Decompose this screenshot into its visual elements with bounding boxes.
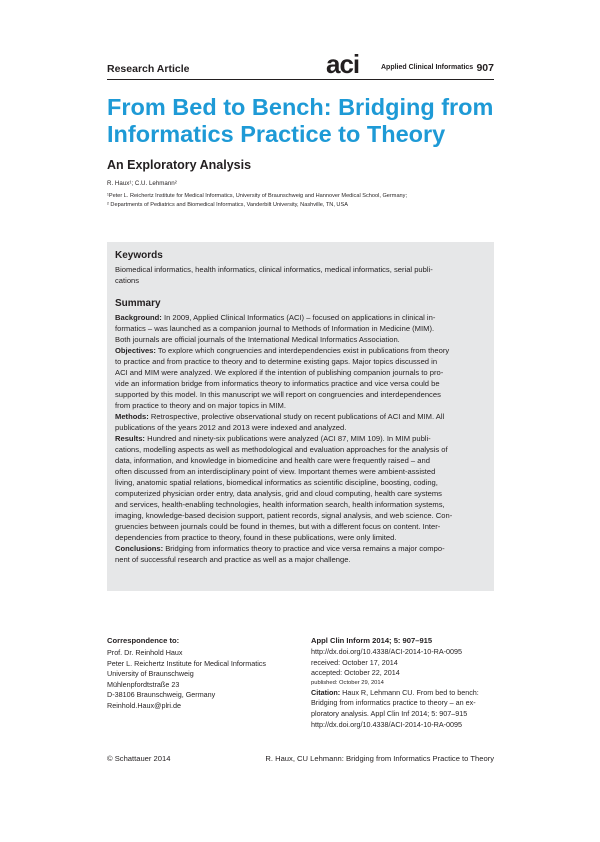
abstract-text: To explore which congruencies and interdependencies exist in publications from theory [155,345,450,355]
citation-line: Bridging from informatics practice to theory – an ex- [311,698,476,708]
author-list: R. Haux¹; C.U. Lehmann² [107,180,177,187]
abstract-line: and services, health-enabling technologies, health information search, health information systems, [115,499,445,509]
doi-link[interactable]: http://dx.doi.org/10.4338/ACI-2014-10-RA-0095 [311,647,463,656]
citation-doi-link[interactable]: http://dx.doi.org/10.4338/ACI-2014-10-RA-0095 [311,719,463,729]
abstract-line: from practice to theory and on major topics in MIM. [115,400,286,410]
correspondence-line: Peter L. Reichertz Institute for Medical Informatics [107,658,266,668]
citation-block [311,635,496,730]
conclusions-paragraph [115,543,487,565]
keywords-text [115,264,487,287]
abstract-line [115,543,487,554]
conclusions-label: Conclusions: [115,543,164,553]
citation-text: Haux R, Lehmann CU. From bed to bench: [340,687,479,697]
affiliation-2: ² Departments of Pediatrics and Biomedical Informatics, Vanderbilt University, Nashville, TN, USA [107,202,348,208]
results-label: Results: [115,433,145,443]
page-number: 907 [476,62,494,74]
abstract-line: cations, modelling aspects as well as methodological and evaluation approaches for the analysis of [115,444,448,454]
title-line: Informatics Practice to Theory [107,121,446,147]
abstract-text: Bridging from informatics theory to practice and vice versa remains a major compo- [163,543,445,553]
svg-text:aci: aci [326,53,360,75]
abstract-line [115,433,487,444]
abstract-line: formatics – was launched as a companion journal to Methods of Information in Medicine (MIM). [115,323,435,333]
abstract-text: In 2009, Applied Clinical Informatics (ACI) – focused on applications in clinical in- [161,312,436,322]
methods-label: Methods: [115,411,149,421]
article-title [107,94,507,148]
abstract-line: publications of the years 2012 and 2013 were indexed and analyzed. [115,422,347,432]
copyright: © Schattauer 2014 [107,754,171,763]
accepted-date: accepted: October 22, 2014 [311,668,400,678]
keywords-line: Biomedical informatics, health informatics, clinical informatics, medical informatics, serial publi- [115,265,433,274]
published-date: published: October 29, 2014 [311,679,384,686]
received-date: received: October 17, 2014 [311,657,398,667]
header-divider [107,79,494,80]
correspondence-email[interactable]: Reinhold.Haux@plri.de [107,700,182,710]
running-footer-title: R. Haux, CU Lehmann: Bridging from Informatics Practice to Theory [265,754,494,763]
journal-name: Applied Clinical Informatics [381,64,474,71]
summary-heading: Summary [115,297,161,309]
abstract-text: Hundred and ninety-six publications were analyzed (ACI 87, MIM 109). In MIM publi- [144,433,431,443]
journal-citation-line: Appl Clin Inform 2014; 5: 907–915 [311,636,433,645]
methods-paragraph [115,411,487,433]
abstract-line: data, information, and knowledge in biomedicine and health care were frequently raised – and [115,455,430,465]
correspondence-line: Prof. Dr. Reinhold Haux [107,648,183,657]
background-label: Background: [115,312,162,322]
abstract-line: gruencies between journals could be found in themes, but with a different focus on content. Inter- [115,521,441,531]
correspondence-line: D-38106 Braunschweig, Germany [107,690,216,700]
abstract-line: to practice and from practice to theory and to determine existing gaps. Major topics discussed in [115,356,438,366]
abstract-line [115,312,487,323]
title-line: From Bed to Bench: Bridging from [107,94,494,120]
article-subtitle: An Exploratory Analysis [107,158,252,172]
objectives-paragraph [115,345,487,411]
abstract-content [115,250,487,565]
running-header [107,53,494,78]
abstract-line: living, anatomic spatial relations, biomedical informatics as scientific discipline, boosting, coding, [115,477,438,487]
abstract-line: dependencies from practice to theory, found in these publications, were only limited. [115,532,397,542]
abstract-line: computerized physician order entry, data analysis, grid and cloud computing, health care systems [115,488,442,498]
abstract-line: supported by this model. In this manuscript we will report on congruencies and interdependences [115,389,441,399]
abstract-line [115,411,487,422]
abstract-box [107,242,494,591]
abstract-line [115,345,487,356]
aci-journal-logo [326,53,378,75]
abstract-line: nent of successful research and practice as well as a major challenge. [115,554,351,564]
correspondence-line: University of Braunschweig [107,669,194,679]
correspondence-line: Mühlenpfordtstraße 23 [107,679,180,689]
keywords-heading: Keywords [115,250,163,261]
citation-label: Citation: [311,687,341,697]
citation-line: ploratory analysis. Appl Clin Inf 2014; 5: 907–915 [311,708,468,718]
abstract-line: ACI and MIM were analyzed. We explored if the intention of publishing companion journals to pro- [115,367,444,377]
abstract-line: often discussed from an interdisciplinary point of view. Important themes were ambient-assisted [115,466,436,476]
affiliation-1: ¹Peter L. Reichertz Institute for Medical Informatics, University of Braunschweig and Hannover Medical School, Germany; [107,193,408,199]
article-type-label: Research Article [107,63,190,75]
citation-line [311,688,496,699]
objectives-label: Objectives: [115,345,156,355]
abstract-line: imaging, knowledge-based decision support, patient records, signal analysis, and web science. Con- [115,510,453,520]
keywords-line: cations [115,276,140,286]
background-paragraph [115,312,487,345]
abstract-text: Retrospective, prolective observational study on recent publications of ACI and MIM. All [148,411,445,421]
abstract-line: vide an information bridge from informatics theory to informatics practice and vice versa could be [115,378,440,388]
results-paragraph [115,433,487,543]
correspondence-heading: Correspondence to: [107,636,180,645]
abstract-line: Both journals are official journals of the International Medical Informatics Association. [115,334,400,344]
correspondence-block [107,635,287,712]
